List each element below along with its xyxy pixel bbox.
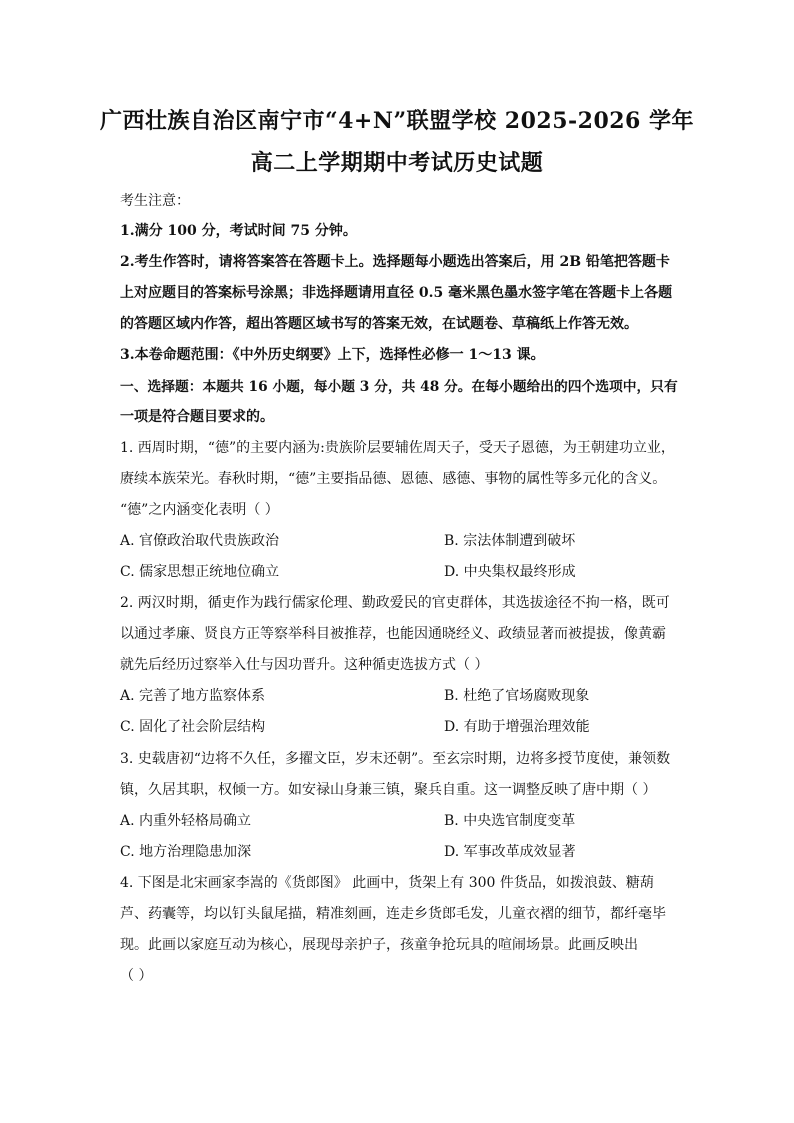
notice-item-2-line-1: 2.考生作答时，请将答案答在答题卡上。选择题每小题选出答案后，用 2B 铅笔把答题卡 bbox=[120, 254, 670, 270]
notice-item-2-line-3: 的答题区域内作答，超出答题区域书写的答案无效，在试题卷、草稿纸上作答无效。 bbox=[120, 316, 638, 332]
notice-heading: 考生注意： bbox=[120, 193, 190, 209]
question-4-line-3: 现。此画以家庭互动为核心，展现母亲护子，孩童争抢玩具的喧闹场景。此画反映出 bbox=[120, 937, 638, 953]
question-1-line-1: 1. 西周时期，“德”的主要内涵为:贵族阶层要辅佐周天子，受天子恩德，为王朝建功立业， bbox=[120, 440, 675, 456]
exam-title-line2: 高二上学期期中考试历史试题 bbox=[250, 150, 544, 176]
question-1-option-d[interactable]: D. 中央集权最终形成 bbox=[444, 564, 576, 580]
question-4-line-4: （ ） bbox=[120, 968, 153, 984]
section-heading-line-2: 一项是符合题目要求的。 bbox=[120, 409, 274, 425]
notice-item-2-line-2: 上对应题目的答案标号涂黑；非选择题请用直径 0.5 毫米黑色墨水签字笔在答题卡上各题 bbox=[120, 285, 673, 301]
question-2-line-1: 2. 两汉时期，循吏作为践行儒家伦理、勤政爱民的官吏群体，其选拔途径不拘一格，既可 bbox=[120, 595, 670, 611]
question-1-option-a[interactable]: A. 官僚政治取代贵族政治 bbox=[120, 533, 280, 549]
question-3-line-1: 3. 史载唐初“边将不久任，多擢文臣，岁末还朝”。至玄宗时期，边将多授节度使，兼领数 bbox=[120, 751, 671, 767]
question-1-option-c[interactable]: C. 儒家思想正统地位确立 bbox=[120, 564, 280, 580]
exam-title-line1: 广西壮族自治区南宁市“4+N”联盟学校 2025-2026 学年 bbox=[99, 108, 695, 134]
question-2-option-a[interactable]: A. 完善了地方监察体系 bbox=[120, 688, 266, 704]
question-4-line-1: 4. 下图是北宋画家李嵩的《货郎图》 此画中，货架上有 300 件货品，如拨浪鼓、糖葫 bbox=[120, 875, 654, 891]
question-2-option-c[interactable]: C. 固化了社会阶层结构 bbox=[120, 719, 266, 735]
question-2-line-2: 以通过孝廉、贤良方正等察举科目被推荐，也能因通晓经义、政绩显著而被提拔，像黄霸 bbox=[120, 626, 666, 642]
question-1-line-2: 赓续本族荣光。春秋时期，“德”主要指品德、恩德、感德、事物的属性等多元化的含义。 bbox=[120, 471, 667, 487]
question-4-line-2: 芦、药囊等，均以钉头鼠尾描，精准刻画，连走乡货郎毛发，儿童衣褶的细节，都纤毫毕 bbox=[120, 906, 666, 922]
notice-item-3: 3.本卷命题范围：《中外历史纲要》上下，选择性必修一 1～13 课。 bbox=[120, 347, 545, 363]
question-1-option-b[interactable]: B. 宗法体制遭到破坏 bbox=[444, 533, 576, 549]
question-1-line-3: “德”之内涵变化表明（ ） bbox=[120, 502, 279, 518]
question-3-option-b[interactable]: B. 中央选官制度变革 bbox=[444, 813, 576, 829]
question-2-option-d[interactable]: D. 有助于增强治理效能 bbox=[444, 719, 590, 735]
question-3-option-d[interactable]: D. 军事改革成效显著 bbox=[444, 844, 576, 860]
question-2-line-3: 就先后经历过察举入仕与因功晋升。这种循吏选拔方式（ ） bbox=[120, 657, 489, 673]
question-3-option-a[interactable]: A. 内重外轻格局确立 bbox=[120, 813, 252, 829]
notice-item-1: 1.满分 100 分，考试时间 75 分钟。 bbox=[120, 223, 357, 239]
question-3-option-c[interactable]: C. 地方治理隐患加深 bbox=[120, 844, 252, 860]
question-2-option-b[interactable]: B. 杜绝了官场腐败现象 bbox=[444, 688, 590, 704]
question-3-line-2: 镇，久居其职，权倾一方。如安禄山身兼三镇，聚兵自重。这一调整反映了唐中期（ ） bbox=[120, 782, 657, 798]
section-heading-line-1: 一、选择题：本题共 16 小题，每小题 3 分，共 48 分。在每小题给出的四个选项中，只有 bbox=[120, 379, 678, 395]
